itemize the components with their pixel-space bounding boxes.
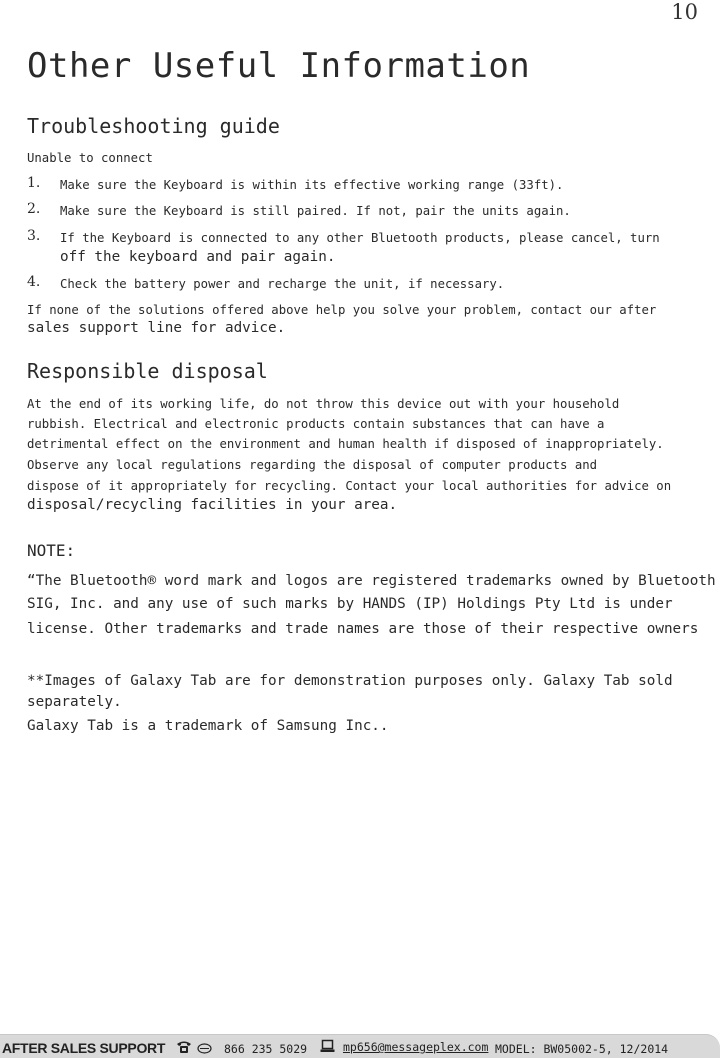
list-item-number: 2. <box>27 201 41 217</box>
page-number: 10 <box>671 0 698 24</box>
note-line: SIG, Inc. and any use of such marks by HANDS (IP) Holdings Pty Ltd is under <box>27 596 673 612</box>
list-item: If the Keyboard is connected to any other Bluetooth products, please cancel, turn <box>60 231 660 245</box>
phone-icon <box>176 1040 192 1054</box>
after-sales-support-label: AFTER SALES SUPPORT <box>2 1040 166 1056</box>
galaxy-disclaimer-line: **Images of Galaxy Tab are for demonstration purposes only. Galaxy Tab sold <box>27 673 673 689</box>
list-item: Make sure the Keyboard is still paired. If not, pair the units again. <box>60 204 571 218</box>
support-note-line: sales support line for advice. <box>27 320 286 336</box>
list-item-number: 1. <box>27 175 41 191</box>
laptop-icon <box>320 1039 335 1053</box>
list-item: Check the battery power and recharge the unit, if necessary. <box>60 277 505 291</box>
list-item: Make sure the Keyboard is within its effective working range (33ft). <box>60 178 564 192</box>
note-heading: NOTE: <box>27 541 76 560</box>
disposal-line: Observe any local regulations regarding the disposal of computer products and <box>27 458 598 472</box>
support-note-line: If none of the solutions offered above help you solve your problem, contact our after <box>27 303 657 317</box>
troubleshooting-subheading: Unable to connect <box>27 151 153 165</box>
mail-icon <box>197 1043 212 1054</box>
note-line: “The Bluetooth® word mark and logos are registered trademarks owned by Bluetooth <box>27 573 716 589</box>
galaxy-disclaimer-line: separately. <box>27 694 122 710</box>
disposal-line: disposal/recycling facilities in your area. <box>27 497 398 513</box>
list-item-number: 4. <box>27 274 41 290</box>
disposal-line: At the end of its working life, do not throw this device out with your household <box>27 397 620 411</box>
disposal-heading: Responsible disposal <box>27 359 268 383</box>
disposal-line: dispose of it appropriately for recycling. Contact your local authorities for advice on <box>27 479 672 493</box>
model-info: MODEL: BW05002-5, 12/2014 <box>495 1042 669 1056</box>
list-item-continuation: off the keyboard and pair again. <box>60 249 336 265</box>
troubleshooting-heading: Troubleshooting guide <box>27 114 280 138</box>
note-line: license. Other trademarks and trade names are those of their respective owners <box>27 621 699 637</box>
galaxy-trademark-line: Galaxy Tab is a trademark of Samsung Inc.. <box>27 718 389 734</box>
support-phone-number: 866 235 5029 <box>224 1042 308 1056</box>
list-item-number: 3. <box>27 228 41 244</box>
disposal-line: detrimental effect on the environment and human health if disposed of inappropriately. <box>27 437 664 451</box>
footer-bar <box>0 1034 720 1058</box>
support-email-link[interactable]: mp656@messageplex.com <box>343 1040 489 1054</box>
disposal-line: rubbish. Electrical and electronic products contain substances that can have a <box>27 417 605 431</box>
page-title: Other Useful Information <box>27 46 531 86</box>
